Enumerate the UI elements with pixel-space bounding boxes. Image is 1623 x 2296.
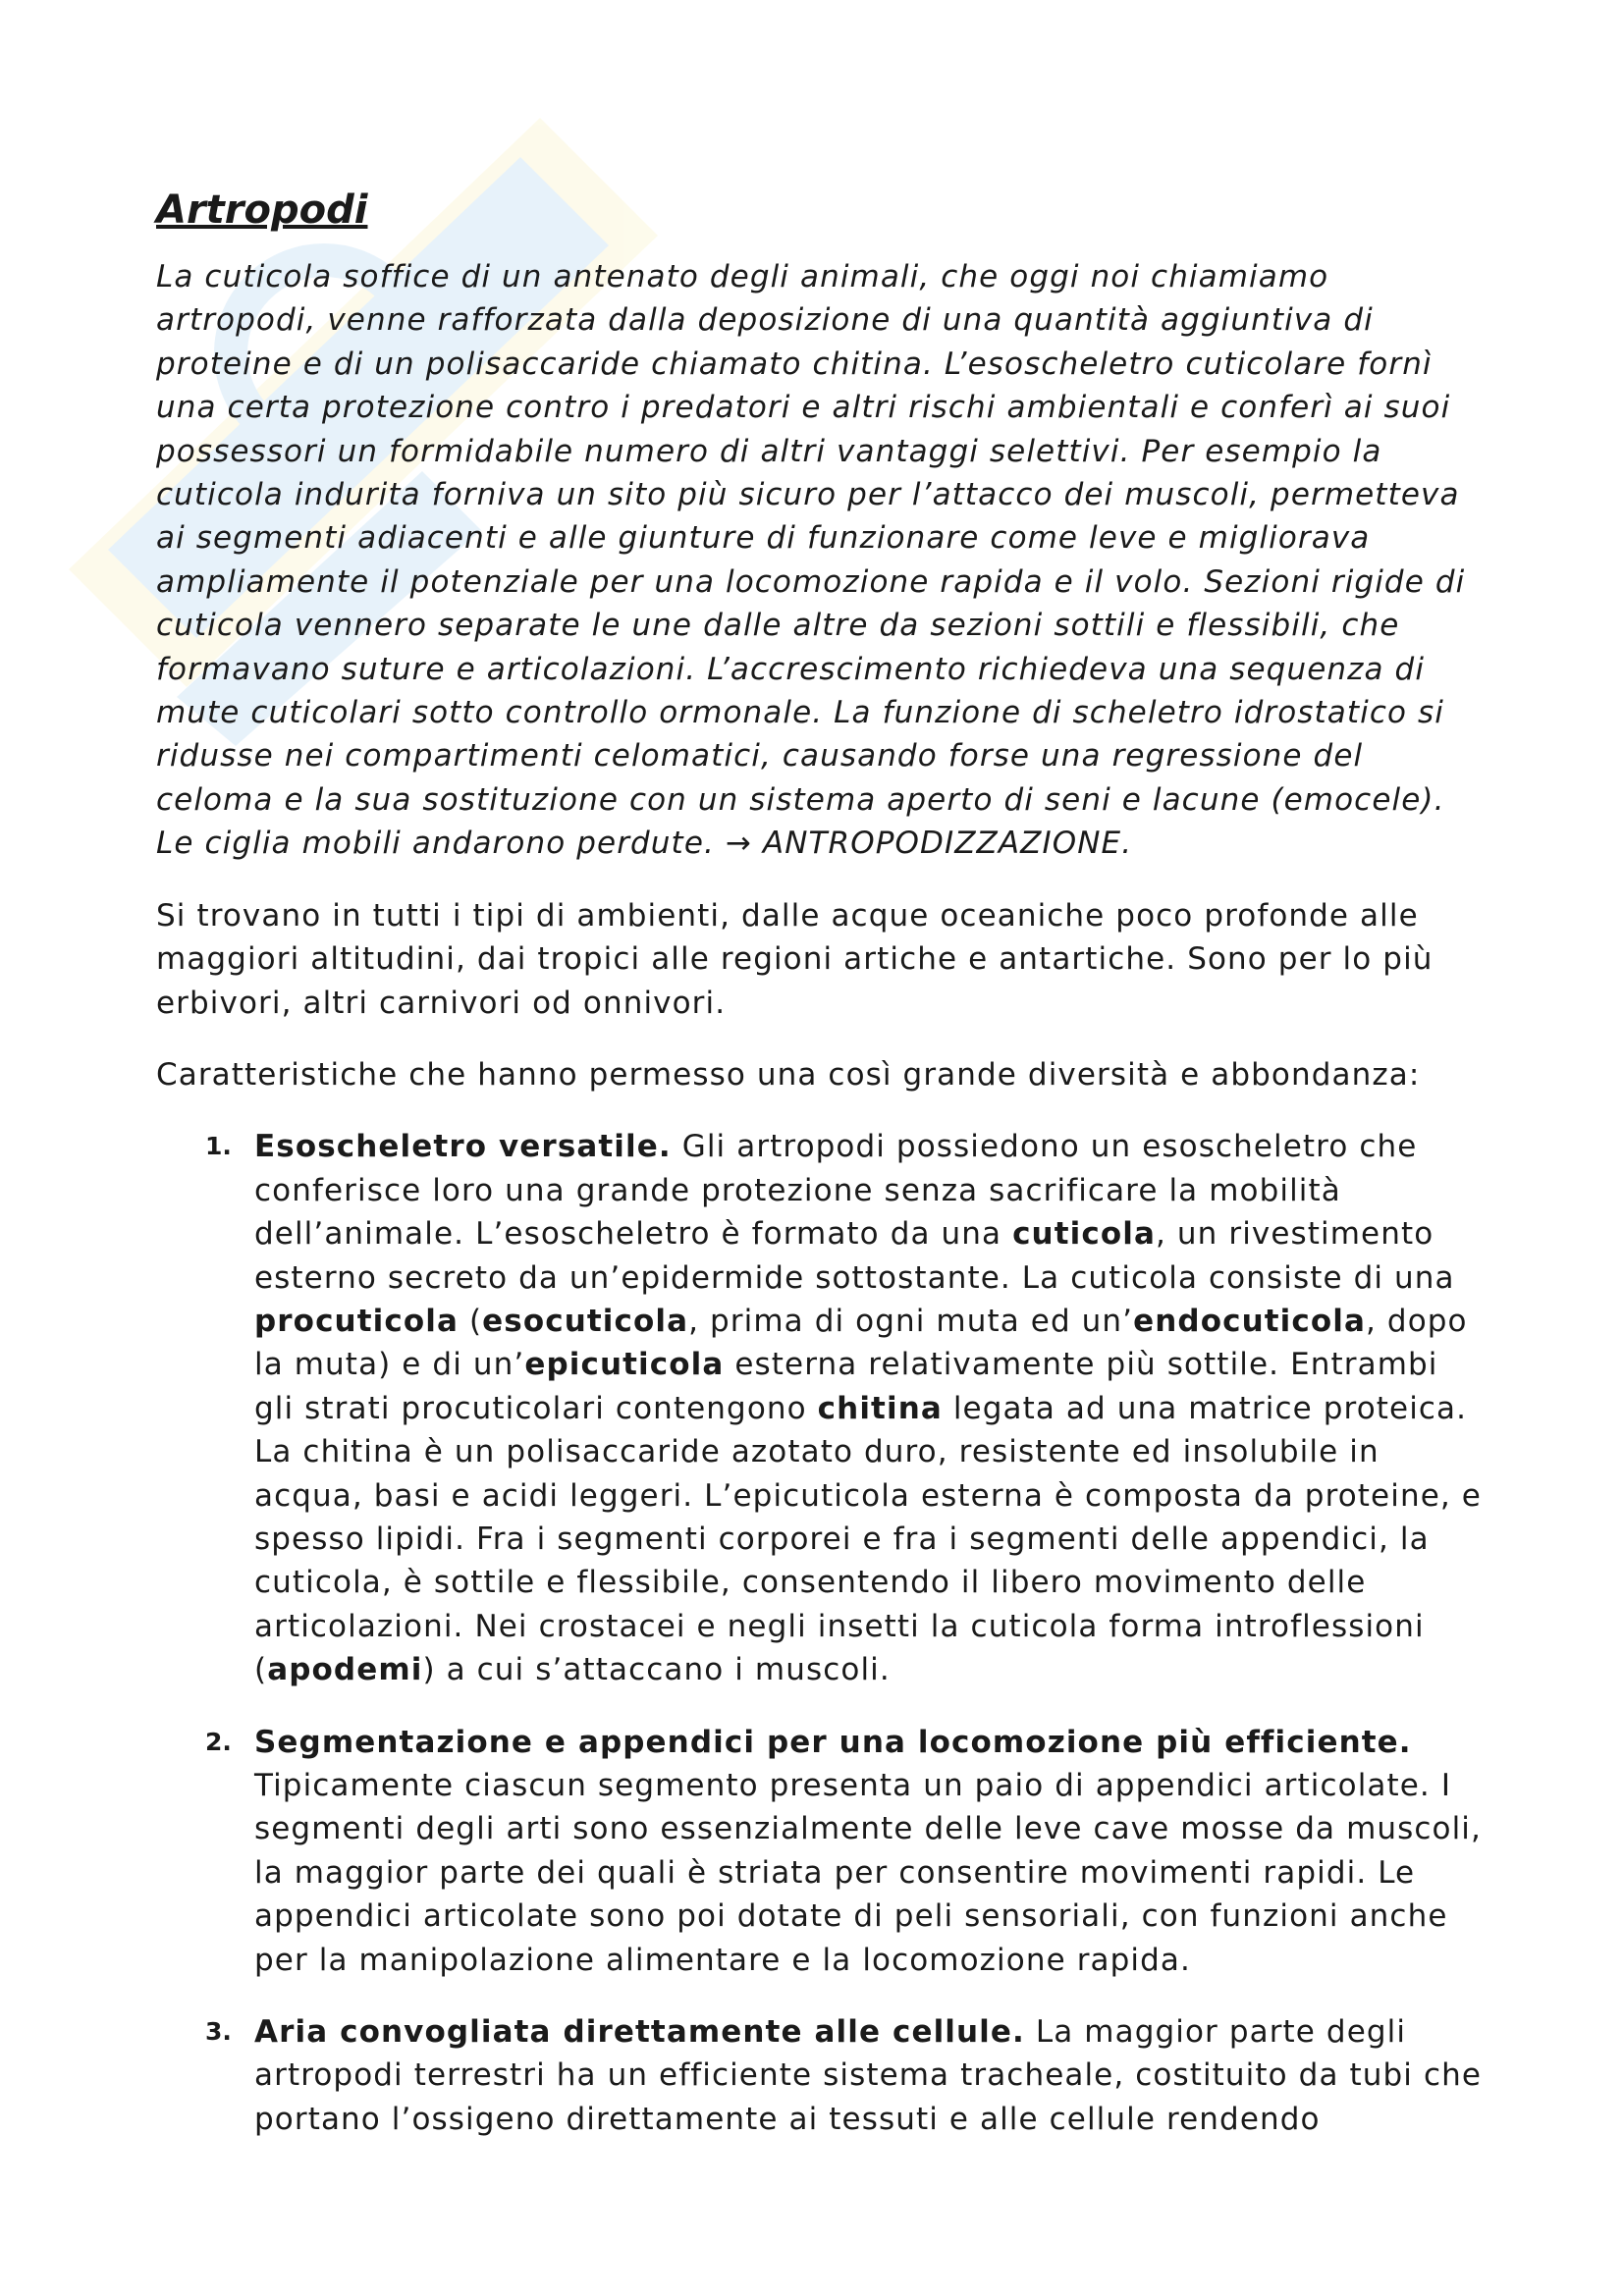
- item-text: , dopo la muta) e di un’: [254, 1303, 1468, 1383]
- keyword: cuticola: [1012, 1216, 1156, 1253]
- item-text: Tipicamente ciascun segmento presenta un paio di appendici articolate. I segmenti degli arti sono essenzialmente delle leve cave mosse da muscoli, la maggior parte dei quali è striata per consentire movimenti rapidi. Le appendici articolate sono poi dotate di peli sensoriali, con funzioni anche per la manipolazione alimentare e la locomozione rapida.: [254, 1768, 1482, 1978]
- habitat-paragraph: Si trovano in tutti i tipi di ambienti, dalle acque oceaniche poco profonde alle maggiori altitudini, dai tropici alle regioni artiche e antartiche. Sono per lo più erbivori, altri carnivori od onnivori.: [156, 897, 1434, 1021]
- keyword: esocuticola: [482, 1303, 689, 1339]
- list-intro: Caratteristiche che hanno permesso una così grande diversità e abbondanza:: [156, 1056, 1421, 1093]
- item-text: legata ad una matrice proteica. La chitina è un polisaccaride azotato duro, resistente ed insolubile in acqua, basi e acidi leggeri. L’epicuticola esterna è composta da proteine, e spesso lipidi. Fra i segmenti corporei e fra i segmenti delle appendici, la cuticola, è sottile e flessibile, consentendo il libero movimento delle articolazioni. Nei crostacei e negli insetti la cuticola forma introflessioni (: [254, 1390, 1482, 1688]
- item-text: , un rivestimento esterno secreto da un’epidermide sottostante. La cuticola consiste di una: [254, 1216, 1455, 1296]
- list-item: [156, 1721, 1482, 1982]
- features-list: [156, 1125, 1482, 2141]
- item-text: , prima di ogni muta ed un’: [688, 1303, 1134, 1339]
- list-item: [156, 2010, 1482, 2141]
- keyword: epicuticola: [524, 1347, 725, 1383]
- item-text: ) a cui s’attaccano i muscoli.: [422, 1652, 891, 1688]
- item-number: 2.: [205, 1727, 232, 1756]
- item-text: Gli artropodi possiedono un esoscheletro che conferisce loro una grande protezione senza sacrificare la mobilità dell’animale. L’esoscheletro è formato da una: [254, 1129, 1418, 1253]
- document-page: [156, 187, 1482, 2169]
- keyword: chitina: [817, 1390, 943, 1426]
- item-text: (: [458, 1303, 483, 1339]
- item-heading: Aria convogliata direttamente alle cellule.: [254, 2014, 1025, 2051]
- keyword: procuticola: [254, 1303, 459, 1339]
- item-number: 3.: [205, 2017, 232, 2047]
- list-item: [156, 1125, 1482, 1691]
- item-heading: Esoscheletro versatile.: [254, 1129, 672, 1165]
- item-number: 1.: [205, 1132, 232, 1161]
- item-heading: Segmentazione e appendici per una locomozione più efficiente.: [254, 1724, 1412, 1760]
- item-text: La maggior parte degli artropodi terrestri ha un efficiente sistema tracheale, costituito da tubi che portano l’ossigeno direttamente ai tessuti e alle cellule rendendo: [254, 2014, 1483, 2137]
- intro-paragraph: La cuticola soffice di un antenato degli animali, che oggi noi chiamiamo artropodi, venne rafforzata dalla deposizione di una quantità aggiuntiva di proteine e di un polisaccaride chiamato chitina. L’esoscheletro cuticolare fornì una certa protezione contro i predatori e altri rischi ambientali e conferì ai suoi possessori un formidabile numero di altri vantaggi selettivi. Per esempio la cuticola indurita forniva un sito più sicuro per l’attacco dei muscoli, permetteva ai segmenti adiacenti e alle giunture di funzionare come leve e migliorava ampliamente il potenziale per una locomozione rapida e il volo. Sezioni rigide di cuticola vennero separate le une dalle altre da sezioni sottili e flessibili, che formavano suture e articolazioni. L’accrescimento richiedeva una sequenza di mute cuticolari sotto controllo ormonale. La funzione di scheletro idrostatico si ridusse nei compartimenti celomatici, causando forse una regressione del celoma e la sua sostituzione con un sistema aperto di seni e lacune (emocele). Le ciglia mobili andarono perdute. → ANTROPODIZZAZIONE.: [156, 259, 1466, 862]
- keyword: apodemi: [267, 1652, 423, 1688]
- item-text: esterna relativamente più sottile. Entrambi gli strati procuticolari contengono: [254, 1347, 1438, 1426]
- keyword: endocuticola: [1133, 1303, 1367, 1339]
- page-title: Artropodi: [156, 187, 368, 233]
